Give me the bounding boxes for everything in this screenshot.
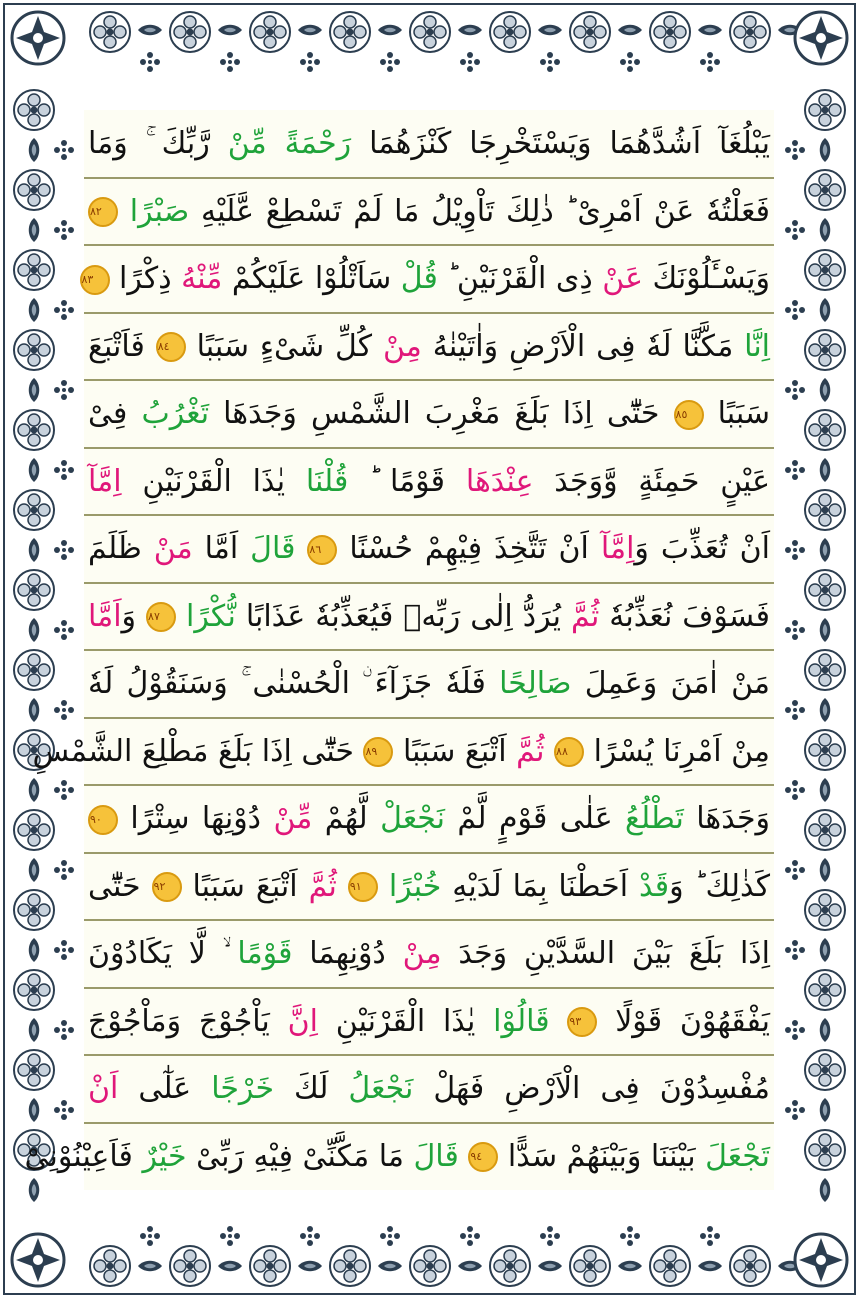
leaf-ornament — [458, 1261, 482, 1272]
verse-text: سَاَتْلُوْا عَلَيْكُمْ — [222, 261, 401, 296]
dot-ornament — [785, 620, 805, 640]
rosette-ornament — [650, 1246, 690, 1286]
dot-ornament — [540, 1226, 560, 1246]
rosette-ornament — [805, 890, 845, 930]
leaf-ornament — [458, 25, 482, 36]
verse-text: دُوْنِهَا سِتْرًا — [118, 801, 274, 836]
corner-ornament — [12, 1234, 64, 1286]
ayah-number-marker: ٨٤ — [156, 332, 186, 362]
rosette-ornament — [14, 490, 54, 530]
rosette-ornament — [250, 1246, 290, 1286]
text-line — [84, 988, 774, 1055]
rosette-ornament — [570, 1246, 610, 1286]
dot-ornament — [785, 540, 805, 560]
dot-ornament — [785, 860, 805, 880]
text-line — [32, 718, 774, 785]
text-line — [84, 650, 774, 717]
text-panel — [24, 110, 774, 1190]
rosette-ornament — [805, 330, 845, 370]
rosette-ornament — [805, 570, 845, 610]
leaf-ornament — [820, 218, 831, 242]
dot-ornament — [785, 460, 805, 480]
corner-ornament — [795, 1234, 847, 1286]
verse-text — [176, 599, 186, 634]
verse-text: حَتّٰٓى — [88, 868, 152, 904]
dot-ornament — [785, 140, 805, 160]
tajweed-highlight-green: رَحْمَةً مِّنْ — [209, 126, 352, 161]
tajweed-highlight-red: اِنَّ — [287, 1003, 318, 1039]
ayah-number-marker: ٩٢ — [152, 872, 182, 902]
text-line — [84, 448, 774, 515]
tajweed-highlight-red: ثُمَّ — [308, 868, 337, 904]
ayah-number-marker: ٨٣ — [80, 265, 110, 295]
dot-ornament — [300, 52, 320, 72]
leaf-ornament — [29, 858, 40, 882]
tajweed-highlight-red: ثُمَّ — [516, 733, 545, 769]
tajweed-highlight-green: خُبْرًا — [388, 868, 442, 904]
leaf-ornament — [138, 1261, 162, 1272]
text-line — [84, 515, 774, 582]
verse-text: وَيَسْـَٔلُوْنَكَ — [643, 261, 770, 296]
tajweed-highlight-red: اَنْ — [88, 1071, 119, 1106]
tajweed-highlight-green: قُلْ — [400, 261, 438, 296]
dot-ornament — [54, 620, 74, 640]
leaf-ornament — [218, 1261, 242, 1272]
dot-ornament — [785, 220, 805, 240]
tajweed-highlight-red: مِّنْهُ — [181, 261, 223, 296]
leaf-ornament — [378, 1261, 402, 1272]
tajweed-highlight-green: قَالَ — [413, 1138, 459, 1174]
rosette-ornament — [14, 650, 54, 690]
verse-text: يُرَدُّ اِلٰى رَبِّهٖ فَيُعَذِّبُهٗ عَذَابًا — [235, 598, 571, 634]
ayah-number-marker: ٩١ — [348, 872, 378, 902]
leaf-ornament — [29, 938, 40, 962]
verse-text: بَيْنَنَا وَبَيْنَهُمْ سَدًّا — [498, 1138, 706, 1174]
leaf-ornament — [820, 1178, 831, 1202]
ayah-number-marker: ٨٩ — [363, 737, 393, 767]
dot-ornament — [785, 1020, 805, 1040]
leaf-ornament — [820, 538, 831, 562]
leaf-ornament — [29, 298, 40, 322]
verse-text: اَمَّا — [192, 531, 251, 566]
verse-text: اِذَا بَلَغَ بَيْنَ السَّدَّيْنِ وَجَدَ — [441, 936, 770, 971]
rosette-ornament — [14, 90, 54, 130]
dot-ornament — [54, 300, 74, 320]
tajweed-highlight-red: عَنْ — [602, 261, 643, 296]
leaf-ornament — [29, 218, 40, 242]
text-line — [84, 920, 774, 987]
verse-text: دُوْنِهِمَا — [292, 936, 403, 971]
rosette-ornament — [805, 490, 845, 530]
tajweed-highlight-red: مِنْ — [402, 936, 442, 971]
verse-text: مُفْسِدُوْنَ فِى الْاَرْضِ فَهَلْ — [413, 1071, 770, 1106]
tajweed-highlight-green: قَوْمًا — [237, 936, 293, 971]
tajweed-highlight-green: خَيْرٌ — [142, 1138, 187, 1174]
rosette-ornament — [14, 1050, 54, 1090]
dot-ornament — [220, 52, 240, 72]
leaf-ornament — [298, 1261, 322, 1272]
rosette-ornament — [805, 1050, 845, 1090]
rosette-ornament — [410, 1246, 450, 1286]
tajweed-highlight-green: قَالَ — [250, 531, 296, 566]
rosette-ornament — [90, 1246, 130, 1286]
verse-text: اَتْبَعَ سَبَبًا — [393, 733, 517, 769]
verse-text: قَوْمًا ؕ — [348, 463, 466, 499]
dot-ornament — [620, 52, 640, 72]
dot-ornament — [540, 52, 560, 72]
dot-ornament — [54, 540, 74, 560]
rosette-ornament — [14, 330, 54, 370]
leaf-ornament — [820, 938, 831, 962]
text-line — [81, 245, 774, 312]
leaf-ornament — [820, 618, 831, 642]
dot-ornament — [300, 1226, 320, 1246]
verse-text: فَعَلْتُهٗ عَنْ اَمْرِىْ ؕ ذٰلِكَ تَاْوِيْلُ مَا لَمْ تَسْطِعْ عَّلَيْهِ — [189, 193, 770, 229]
verse-text: كُلِّ شَىْءٍ سَبَبًا — [185, 328, 383, 364]
ayah-number-marker: ٨٨ — [554, 737, 584, 767]
leaf-ornament — [29, 538, 40, 562]
leaf-ornament — [378, 25, 402, 36]
ayah-number-marker: ٨٥ — [674, 400, 704, 430]
verse-text: مِنْ اَمْرِنَا يُسْرًا — [584, 733, 770, 769]
rosette-ornament — [14, 890, 54, 930]
ayah-number-marker: ٩٠ — [88, 805, 118, 835]
dot-ornament — [54, 1100, 74, 1120]
tajweed-highlight-green: قُلْنَا — [305, 463, 349, 499]
leaf-ornament — [29, 138, 40, 162]
rosette-ornament — [14, 250, 54, 290]
text-line — [84, 785, 774, 852]
verse-text: يَبْلُغَآ اَشُدَّهُمَا وَيَسْتَخْرِجَا كَنْزَهُمَا — [351, 126, 770, 161]
leaf-ornament — [298, 25, 322, 36]
leaf-ornament — [820, 778, 831, 802]
rosette-ornament — [90, 12, 130, 52]
dot-ornament — [54, 380, 74, 400]
leaf-ornament — [538, 25, 562, 36]
leaf-ornament — [820, 458, 831, 482]
verse-text: مَنْ اٰمَنَ وَعَمِلَ — [571, 666, 771, 701]
rosette-ornament — [170, 1246, 210, 1286]
text-line — [84, 110, 774, 177]
leaf-ornament — [820, 138, 831, 162]
leaf-ornament — [29, 618, 40, 642]
tajweed-highlight-red: اِمَّآ — [88, 463, 122, 499]
text-line — [84, 313, 774, 380]
tajweed-highlight-green: نَجْعَلْ — [380, 801, 446, 836]
text-line — [84, 1055, 774, 1122]
leaf-ornament — [820, 698, 831, 722]
verse-text — [544, 734, 554, 769]
verse-text: فَلَهٗ جَزَآءَ ۨ الْحُسْنٰى ۚ وَسَنَقُوْلُ لَهٗ — [88, 666, 500, 701]
rosette-ornament — [805, 1130, 845, 1170]
leaf-ornament — [820, 298, 831, 322]
dot-ornament — [785, 780, 805, 800]
verse-text: اَتْبَعَ سَبَبًا — [181, 868, 309, 904]
rosette-ornament — [14, 970, 54, 1010]
dot-ornament — [54, 940, 74, 960]
tajweed-highlight-green: اِنَّا — [744, 328, 770, 364]
tajweed-highlight-green: قَدْ — [639, 868, 670, 904]
text-line — [84, 583, 774, 650]
ayah-number-marker: ٩٣ — [567, 1007, 597, 1037]
tajweed-highlight-red: مَنْ — [153, 531, 193, 566]
ayah-number-marker: ٨٧ — [146, 602, 176, 632]
verse-text: ۙ لَّا يَكَادُوْنَ — [88, 936, 238, 971]
leaf-ornament — [138, 25, 162, 36]
verse-text: مَكَّنَّا لَهٗ فِى الْاَرْضِ وَاٰتَيْنٰهُ — [421, 328, 745, 364]
verse-text: رَّبِّكَ ۚ وَمَا — [88, 126, 210, 161]
rosette-ornament — [730, 12, 770, 52]
tajweed-highlight-red: ثُمَّ — [570, 598, 600, 634]
rosette-ornament — [650, 12, 690, 52]
verse-text: عَيْنٍ حَمِئَةٍ وَّوَجَدَ — [533, 463, 770, 499]
rosette-ornament — [805, 650, 845, 690]
dot-ornament — [785, 380, 805, 400]
verse-text — [337, 869, 348, 904]
verse-text: عَلٰٓى — [118, 1071, 212, 1106]
dot-ornament — [460, 1226, 480, 1246]
rosette-ornament — [570, 12, 610, 52]
verse-text: يَفْقَهُوْنَ قَوْلًا — [597, 1003, 770, 1039]
verse-text — [550, 1004, 568, 1039]
leaf-ornament — [820, 1018, 831, 1042]
verse-text: اَنْ تَتَّخِذَ فِيْهِمْ حُسْنًا — [337, 531, 601, 566]
rosette-ornament — [490, 1246, 530, 1286]
verse-text: فَسَوْفَ نُعَذِّبُهٗ — [599, 598, 770, 634]
verse-text: وَ — [121, 598, 147, 634]
tajweed-highlight-red: اَمَّا — [88, 598, 122, 634]
rosette-ornament — [14, 410, 54, 450]
dot-ornament — [700, 1226, 720, 1246]
rosette-ornament — [14, 170, 54, 210]
verse-text: ذِكْرًا — [109, 261, 182, 296]
leaf-ornament — [698, 25, 722, 36]
tajweed-highlight-green: قَالُوْا — [493, 1003, 550, 1039]
verse-text: يٰذَا الْقَرْنَيْنِ — [121, 463, 306, 499]
tajweed-highlight-red: مِنْ — [382, 328, 422, 364]
verse-text: عَلٰى قَوْمٍ لَّمْ — [445, 801, 625, 836]
leaf-ornament — [820, 858, 831, 882]
rosette-ornament — [805, 970, 845, 1010]
text-line — [84, 178, 774, 245]
verse-text: ذِى الْقَرْنَيْنِ ؕ — [437, 261, 603, 296]
dot-ornament — [140, 52, 160, 72]
verse-text: لَكَ — [274, 1071, 349, 1106]
dot-ornament — [54, 1020, 74, 1040]
rosette-ornament — [14, 810, 54, 850]
verse-text: يَاْجُوْجَ وَمَاْجُوْجَ — [88, 1003, 288, 1039]
verse-text: اَنْ تُعَذِّبَ وَ — [634, 531, 771, 566]
tajweed-highlight-green: صَبْرًا — [129, 193, 190, 229]
verse-text: لَّهُمْ — [312, 801, 381, 836]
rosette-ornament — [330, 12, 370, 52]
dot-ornament — [460, 52, 480, 72]
verse-text: فَاَعِيْنُوْنِىْ — [24, 1138, 143, 1174]
text-line — [84, 853, 774, 920]
rosette-ornament — [805, 410, 845, 450]
rosette-ornament — [805, 730, 845, 770]
rosette-ornament — [805, 810, 845, 850]
leaf-ornament — [538, 1261, 562, 1272]
ayah-number-marker: ٩٤ — [468, 1142, 498, 1172]
verse-text: حَتّٰٓى اِذَا بَلَغَ مَغْرِبَ الشَّمْسِ وَجَدَهَا — [209, 396, 674, 431]
tajweed-highlight-green: صَالِحًا — [499, 666, 572, 701]
leaf-ornament — [218, 25, 242, 36]
dot-ornament — [620, 1226, 640, 1246]
text-line — [84, 380, 774, 447]
rosette-ornament — [730, 1246, 770, 1286]
tajweed-highlight-green: خَرْجًا — [211, 1071, 274, 1106]
dot-ornament — [380, 52, 400, 72]
verse-text — [295, 531, 307, 566]
leaf-ornament — [698, 1261, 722, 1272]
verse-text — [118, 194, 130, 229]
tajweed-highlight-red: عِنْدَهَا — [465, 463, 534, 499]
leaf-ornament — [29, 1018, 40, 1042]
ayah-number-marker: ٨٢ — [88, 197, 118, 227]
leaf-ornament — [618, 1261, 642, 1272]
tajweed-highlight-green: تَجْعَلَ — [705, 1138, 770, 1174]
leaf-ornament — [820, 378, 831, 402]
verse-text: مَا مَكَّنِّىْ فِيْهِ رَبِّىْ — [186, 1138, 414, 1174]
leaf-ornament — [618, 25, 642, 36]
tajweed-highlight-green: تَغْرُبُ — [141, 396, 210, 431]
dot-ornament — [220, 1226, 240, 1246]
dot-ornament — [785, 700, 805, 720]
rosette-ornament — [250, 12, 290, 52]
dot-ornament — [140, 1226, 160, 1246]
text-line — [24, 1123, 774, 1190]
verse-text: فِىْ — [88, 396, 142, 431]
verse-text: حَتّٰٓى اِذَا بَلَغَ مَطْلِعَ الشَّمْسِ — [32, 733, 364, 769]
dot-ornament — [54, 220, 74, 240]
dot-ornament — [785, 1100, 805, 1120]
dot-ornament — [380, 1226, 400, 1246]
tajweed-highlight-green: تَطْلُعُ — [625, 801, 684, 836]
dot-ornament — [54, 140, 74, 160]
dot-ornament — [785, 300, 805, 320]
rosette-ornament — [805, 90, 845, 130]
dot-ornament — [54, 460, 74, 480]
dot-ornament — [700, 52, 720, 72]
verse-text: فَاَتْبَعَ — [88, 328, 156, 364]
rosette-ornament — [14, 570, 54, 610]
rosette-ornament — [170, 12, 210, 52]
leaf-ornament — [29, 1098, 40, 1122]
verse-text: ظَلَمَ — [88, 531, 154, 566]
rosette-ornament — [805, 250, 845, 290]
verse-text — [459, 1139, 469, 1174]
rosette-ornament — [330, 1246, 370, 1286]
corner-ornament — [12, 12, 64, 64]
corner-ornament — [795, 12, 847, 64]
verse-text: كَذٰلِكَ ؕ وَ — [669, 868, 770, 904]
verse-text: سَبَبًا — [703, 396, 771, 431]
verse-text: يٰذَا الْقَرْنَيْنِ — [317, 1003, 494, 1039]
dot-ornament — [785, 940, 805, 960]
verse-text — [378, 869, 389, 904]
rosette-ornament — [490, 12, 530, 52]
tajweed-highlight-red: اِمَّآ — [600, 531, 635, 566]
leaf-ornament — [29, 378, 40, 402]
tajweed-highlight-green: نَجْعَلُ — [348, 1071, 414, 1106]
rosette-ornament — [410, 12, 450, 52]
leaf-ornament — [29, 458, 40, 482]
tajweed-highlight-green: نُّكْرًا — [186, 598, 236, 634]
ayah-number-marker: ٨٦ — [307, 535, 337, 565]
rosette-ornament — [805, 170, 845, 210]
verse-text: وَجَدَهَا — [683, 801, 770, 836]
dot-ornament — [54, 860, 74, 880]
verse-text: اَحَطْنَا بِمَا لَدَيْهِ — [441, 868, 640, 904]
leaf-ornament — [820, 1098, 831, 1122]
tajweed-highlight-red: مِّنْ — [273, 801, 313, 836]
